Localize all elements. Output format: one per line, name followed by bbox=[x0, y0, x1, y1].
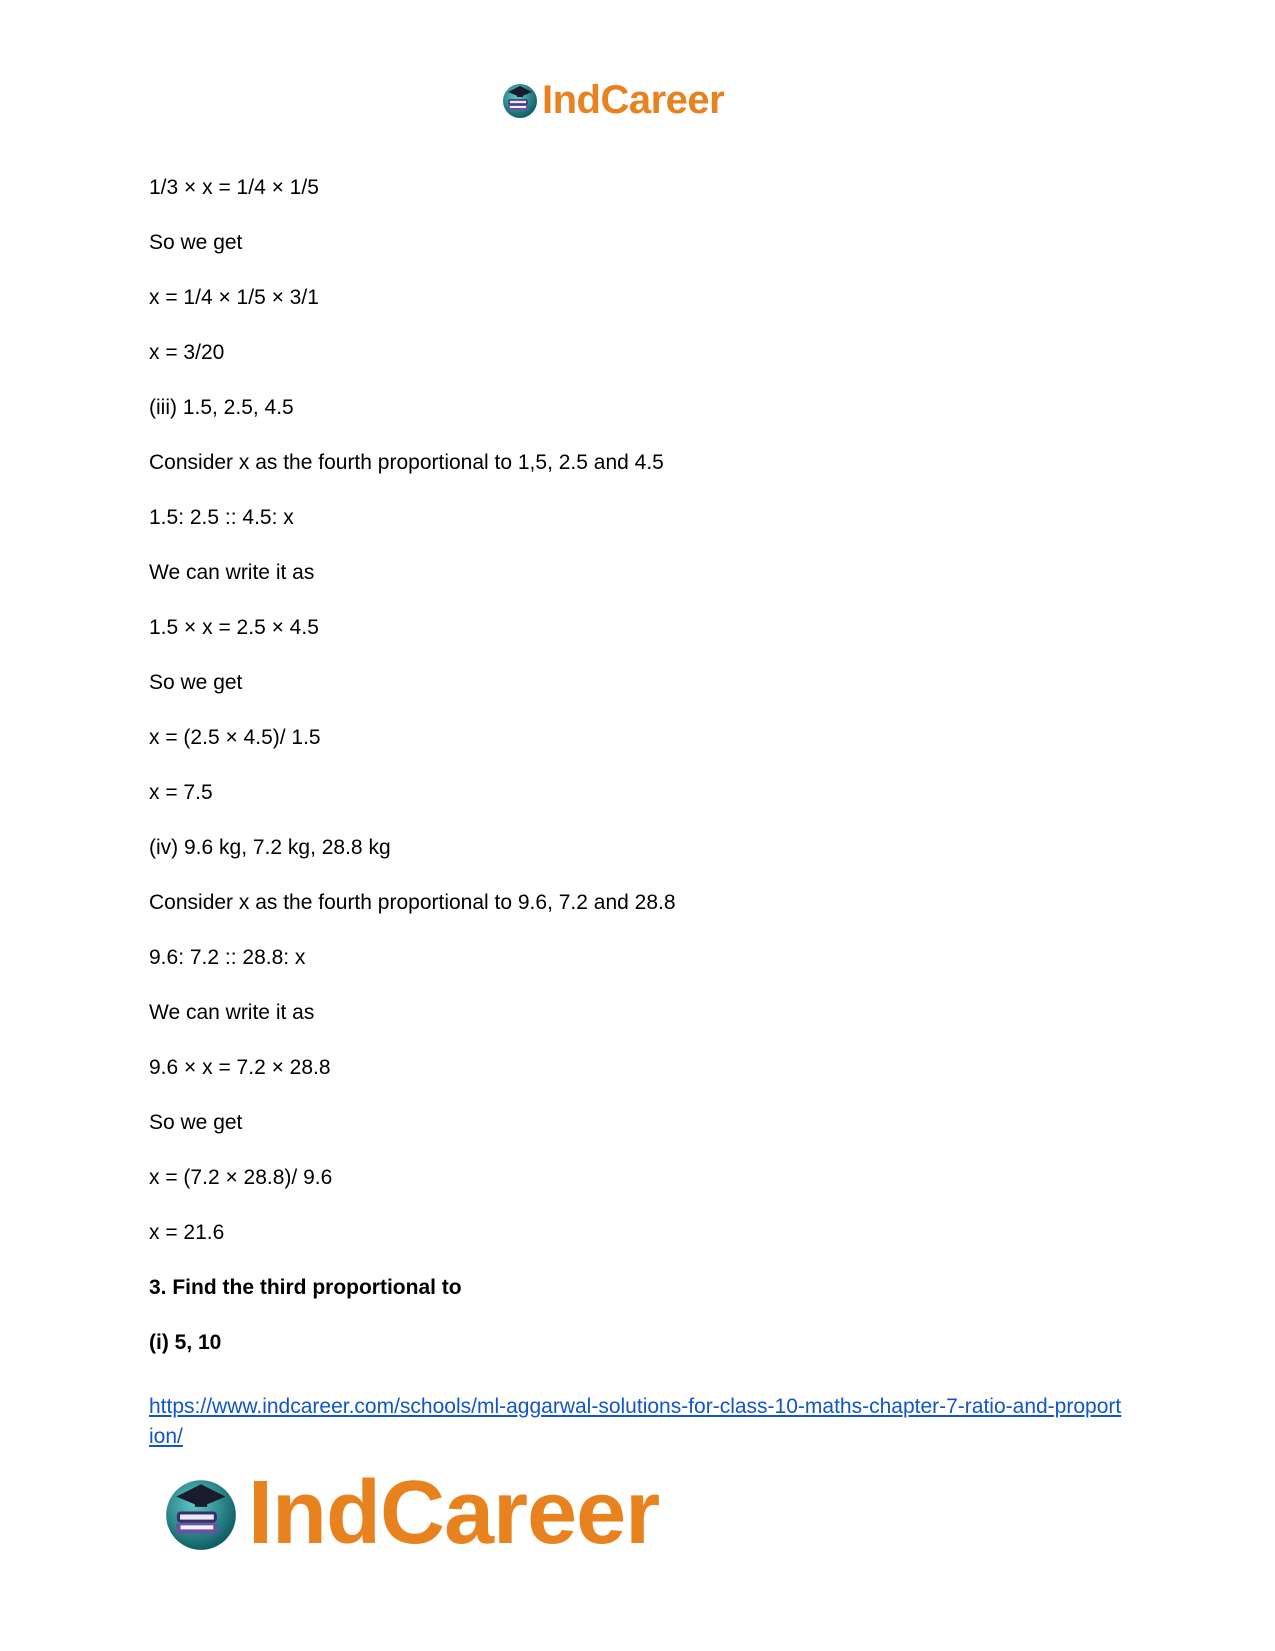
text-line: x = 21.6 bbox=[149, 1221, 225, 1244]
text-line: 9.6: 7.2 :: 28.8: x bbox=[149, 946, 306, 969]
text-line: So we get bbox=[149, 231, 243, 254]
brand-logo-text: IndCareer bbox=[542, 78, 725, 122]
text-line: (iv) 9.6 kg, 7.2 kg, 28.8 kg bbox=[149, 836, 391, 859]
text-line: Consider x as the fourth proportional to 1,5, 2.5 and 4.5 bbox=[149, 451, 664, 474]
text-line: x = (7.2 × 28.8)/ 9.6 bbox=[149, 1166, 333, 1189]
text-line: x = 7.5 bbox=[149, 781, 213, 804]
heading-line: (i) 5, 10 bbox=[149, 1331, 222, 1354]
source-url-link[interactable]: https://www.indcareer.com/schools/ml-aggarwal-solutions-for-class-10-maths-chapter-7-ratio-and-proportion/ bbox=[149, 1395, 1122, 1448]
text-line: 9.6 × x = 7.2 × 28.8 bbox=[149, 1056, 331, 1079]
text-line: Consider x as the fourth proportional to 9.6, 7.2 and 28.8 bbox=[149, 891, 676, 914]
text-line: 1.5 × x = 2.5 × 4.5 bbox=[149, 616, 319, 639]
book-globe-icon bbox=[500, 80, 540, 120]
text-line: x = (2.5 × 4.5)/ 1.5 bbox=[149, 726, 321, 749]
text-line: x = 1/4 × 1/5 × 3/1 bbox=[149, 286, 319, 309]
text-line: We can write it as bbox=[149, 561, 315, 584]
heading-line: 3. Find the third proportional to bbox=[149, 1276, 462, 1299]
header-logo bbox=[500, 80, 724, 120]
text-line: So we get bbox=[149, 671, 243, 694]
text-line: We can write it as bbox=[149, 1001, 315, 1024]
text-line: So we get bbox=[149, 1111, 243, 1134]
text-line: 1/3 × x = 1/4 × 1/5 bbox=[149, 176, 319, 199]
text-line: x = 3/20 bbox=[149, 341, 225, 364]
text-line: 1.5: 2.5 :: 4.5: x bbox=[149, 506, 294, 529]
brand-logo-text: IndCareer bbox=[248, 1463, 660, 1563]
text-line: (iii) 1.5, 2.5, 4.5 bbox=[149, 396, 294, 419]
book-globe-icon bbox=[160, 1472, 242, 1554]
document-body bbox=[149, 176, 1129, 1386]
footer-logo bbox=[160, 1463, 660, 1563]
